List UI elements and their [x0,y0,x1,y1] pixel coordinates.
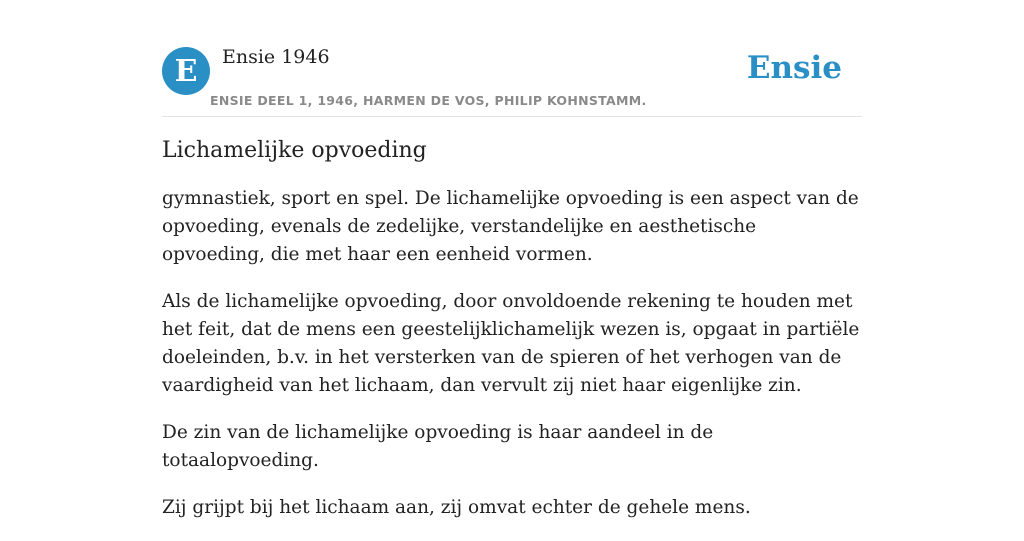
article-paragraph: Als de lichamelijke opvoeding, door onvoldoende rekening te houden met het feit, dat de mens een geestelijklichamelijk wezen is, opgaat in partiële doeleinden, b.v. in het versterken van de spieren of het verhogen van de vaardigheid van het lichaam, dan vervult zij niet haar eigenlijke zin. [162,291,860,396]
article-paragraph: gymnastiek, sport en spel. De lichamelijke opvoeding is een aspect van de opvoeding, evenals de zedelijke, verstandelijke en aesthetische opvoeding, die met haar een eenheid vormen. [162,188,859,265]
publication-meta: ENSIE DEEL 1, 1946, HARMEN DE VOS, PHILIP KOHNSTAMM. [210,93,647,108]
ensie-logo-badge[interactable]: E [162,47,210,95]
publication-title[interactable]: Ensie 1946 [222,46,330,68]
article-headword: Lichamelijke opvoeding [162,138,427,163]
page-header [162,46,862,117]
article-paragraph: De zin van de lichamelijke opvoeding is haar aandeel in de totaalopvoeding. [162,422,714,471]
article-paragraph: Zij grijpt bij het lichaam aan, zij omvat echter de gehele mens. [162,497,751,518]
article [162,138,862,541]
brand-logo[interactable]: Ensie [746,50,842,86]
